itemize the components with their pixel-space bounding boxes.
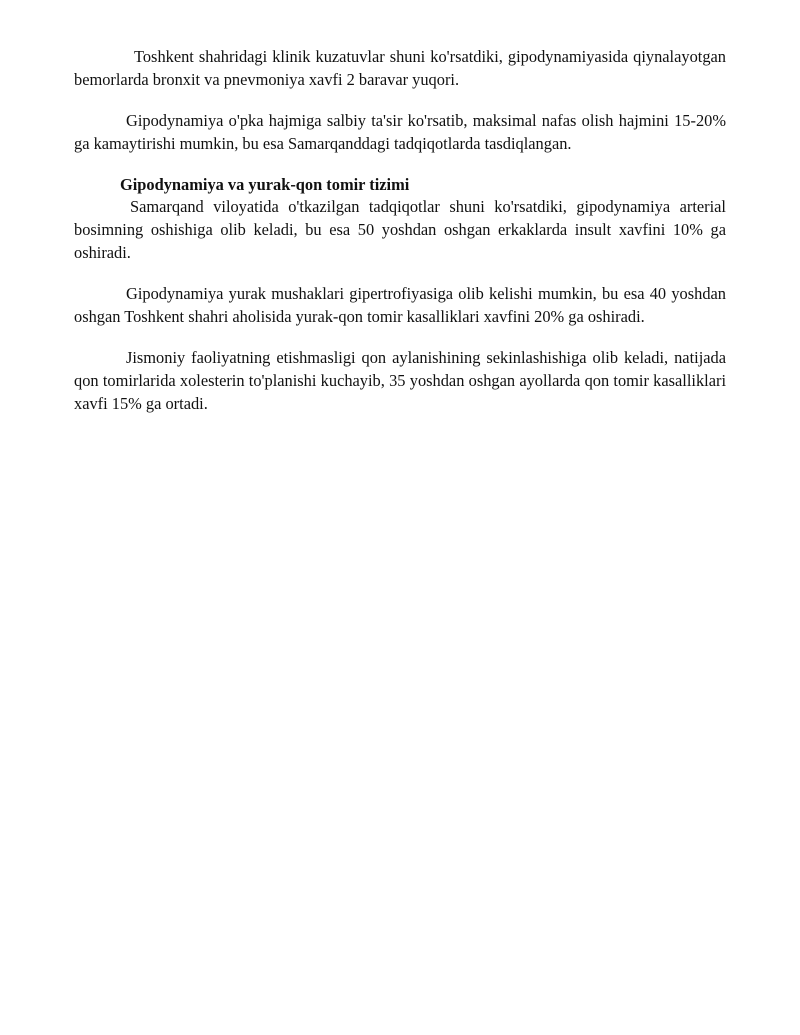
paragraph-heart-hypertrophy: Gipodynamiya yurak mushaklari gipertrofiyasiga olib kelishi mumkin, bu esa 40 yoshdan oshgan Toshkent shahri aholisida yurak-qon tomir kasalliklari xavfini 20% ga oshiradi. bbox=[74, 284, 726, 326]
paragraph-arterial-pressure: Samarqand viloyatida o'tkazilgan tadqiqotlar shuni ko'rsatdiki, gipodynamiya arterial bosimning oshishiga olib keladi, bu esa 50 yoshdan oshgan erkaklarda insult xavfini 10% ga oshiradi. bbox=[74, 197, 726, 262]
paragraph-circulation: Jismoniy faoliyatning etishmasligi qon aylanishining sekinlashishiga olib keladi, natijada qon tomirlarida xolesterin to'planishi kuchayib, 35 yoshdan oshgan ayollarda qon tomir kasalliklari xavfi 15% ga ortadi. bbox=[74, 348, 726, 413]
paragraph-lung-volume: Gipodynamiya o'pka hajmiga salbiy ta'sir ko'rsatib, maksimal nafas olish hajmini 15-20% ga kamaytirishi mumkin, bu esa Samarqanddagi tadqiqotlarda tasdiqlangan. bbox=[74, 111, 726, 153]
document-page bbox=[74, 45, 726, 433]
paragraph-clinical-observations: Toshkent shahridagi klinik kuzatuvlar shuni ko'rsatdiki, gipodynamiyasida qiynalayotgan bemorlarda bronxit va pnevmoniya xavfi 2 baravar yuqori. bbox=[74, 47, 726, 89]
section-heading: Gipodynamiya va yurak-qon tomir tizimi bbox=[120, 175, 410, 194]
